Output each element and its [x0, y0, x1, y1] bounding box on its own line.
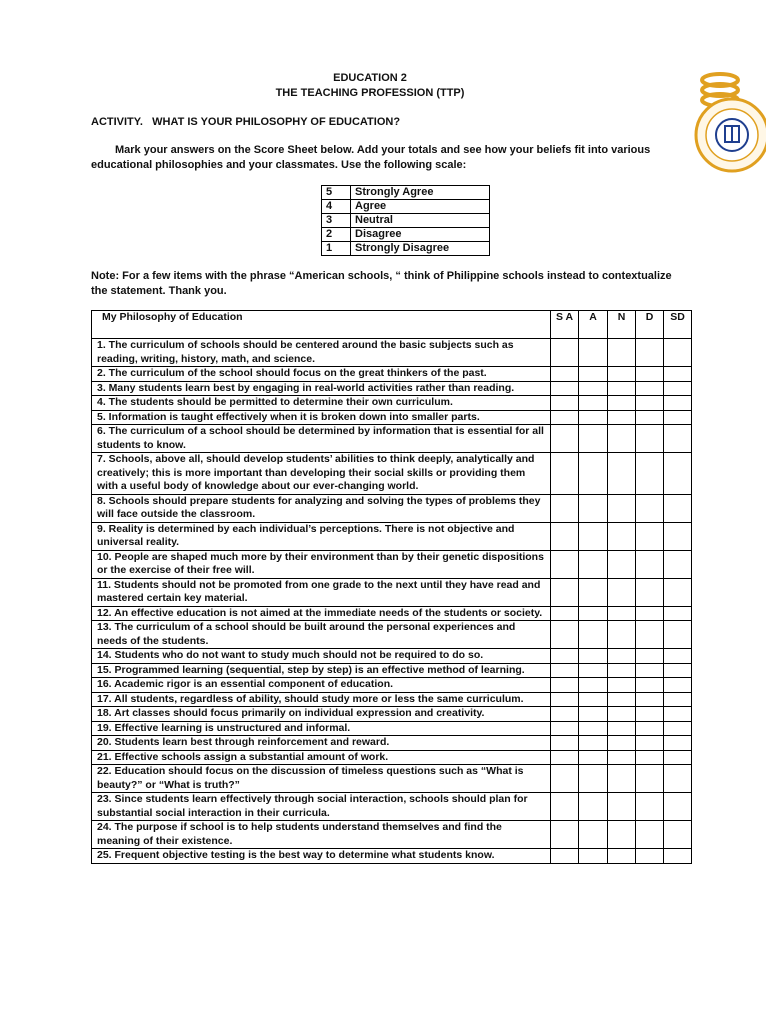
rating-cell[interactable] [579, 849, 608, 864]
scale-row [322, 242, 490, 256]
philosophy-score-sheet [91, 310, 692, 864]
column-header-rating: A [579, 311, 608, 339]
rating-cell[interactable] [608, 736, 636, 751]
statement-row [92, 606, 692, 621]
rating-cell[interactable] [579, 765, 608, 793]
statement-text: 17. All students, regardless of ability, should study more or less the same curriculum. [92, 692, 551, 707]
rating-cell[interactable] [608, 707, 636, 722]
scale-row [322, 200, 490, 214]
statement-row [92, 721, 692, 736]
statement-text: 14. Students who do not want to study much should not be required to do so. [92, 649, 551, 664]
scale-label: Disagree [351, 228, 490, 242]
scale-row [322, 214, 490, 228]
instructions [91, 143, 671, 172]
rating-cell[interactable] [636, 550, 664, 578]
rating-cell[interactable] [579, 736, 608, 751]
column-header-rating: S A [551, 311, 579, 339]
statement-row [92, 649, 692, 664]
rating-cell[interactable] [608, 381, 636, 396]
statement-row [92, 425, 692, 453]
rating-cell[interactable] [608, 721, 636, 736]
statement-row [92, 736, 692, 751]
statement-text: 3. Many students learn best by engaging in real-world activities rather than reading. [92, 381, 551, 396]
rating-cell[interactable] [664, 678, 692, 693]
rating-cell[interactable] [608, 339, 636, 367]
rating-cell[interactable] [636, 453, 664, 495]
rating-cell[interactable] [551, 707, 579, 722]
rating-cell[interactable] [608, 522, 636, 550]
rating-cell[interactable] [579, 621, 608, 649]
rating-cell[interactable] [579, 396, 608, 411]
rating-cell[interactable] [551, 849, 579, 864]
rating-cell[interactable] [579, 522, 608, 550]
rating-cell[interactable] [608, 793, 636, 821]
scale-number: 1 [322, 242, 351, 256]
rating-cell[interactable] [579, 649, 608, 664]
instructions-text: Mark your answers on the Score Sheet below. Add your totals and see how your beliefs fit into various educational philosophies and your classmates. Use the following scale: [91, 144, 651, 171]
rating-cell[interactable] [579, 494, 608, 522]
rating-cell[interactable] [636, 707, 664, 722]
rating-cell[interactable] [579, 425, 608, 453]
statement-row [92, 707, 692, 722]
rating-cell[interactable] [551, 606, 579, 621]
statement-row [92, 692, 692, 707]
rating-cell[interactable] [579, 606, 608, 621]
statement-text: 24. The purpose if school is to help students understand themselves and find the meaning of their existence. [92, 821, 551, 849]
statement-text: 4. The students should be permitted to determine their own curriculum. [92, 396, 551, 411]
statement-row [92, 410, 692, 425]
statement-text: 22. Education should focus on the discussion of timeless questions such as “What is beauty?” or “What is truth?” [92, 765, 551, 793]
rating-cell[interactable] [664, 649, 692, 664]
rating-cell[interactable] [608, 821, 636, 849]
rating-cell[interactable] [664, 578, 692, 606]
scale-number: 5 [322, 186, 351, 200]
rating-cell[interactable] [608, 494, 636, 522]
statement-text: 12. An effective education is not aimed at the immediate needs of the students or society. [92, 606, 551, 621]
rating-cell[interactable] [579, 339, 608, 367]
rating-cell[interactable] [579, 367, 608, 382]
rating-cell[interactable] [608, 678, 636, 693]
rating-cell[interactable] [664, 367, 692, 382]
rating-cell[interactable] [664, 793, 692, 821]
statement-text: 16. Academic rigor is an essential component of education. [92, 678, 551, 693]
column-header-rating: SD [664, 311, 692, 339]
rating-cell[interactable] [664, 381, 692, 396]
rating-cell[interactable] [579, 721, 608, 736]
rating-cell[interactable] [579, 550, 608, 578]
rating-cell[interactable] [551, 453, 579, 495]
statement-text: 19. Effective learning is unstructured and informal. [92, 721, 551, 736]
statement-text: 2. The curriculum of the school should focus on the great thinkers of the past. [92, 367, 551, 382]
statement-row [92, 453, 692, 495]
statement-text: 18. Art classes should focus primarily on individual expression and creativity. [92, 707, 551, 722]
statement-row [92, 678, 692, 693]
statement-row [92, 381, 692, 396]
statement-text: 7. Schools, above all, should develop students’ abilities to think deeply, analytically and creatively; this is more important than developing their social skills or providing them with a useful body of knowledge about our ever-changing world. [92, 453, 551, 495]
rating-cell[interactable] [636, 750, 664, 765]
rating-cell[interactable] [636, 736, 664, 751]
rating-cell[interactable] [579, 453, 608, 495]
rating-cell[interactable] [608, 367, 636, 382]
scale-number: 4 [322, 200, 351, 214]
rating-cell[interactable] [579, 707, 608, 722]
note: Note: For a few items with the phrase “American schools, “ think of Philippine schools instead to contextualize the statement. Thank you. [91, 270, 672, 297]
scale-label: Agree [351, 200, 490, 214]
rating-cell[interactable] [664, 339, 692, 367]
course-code: EDUCATION 2 [333, 72, 407, 84]
rating-cell[interactable] [579, 750, 608, 765]
rating-cell[interactable] [636, 649, 664, 664]
rating-cell[interactable] [664, 453, 692, 495]
statement-row [92, 550, 692, 578]
rating-cell[interactable] [579, 692, 608, 707]
rating-cell[interactable] [551, 721, 579, 736]
rating-cell[interactable] [664, 707, 692, 722]
rating-cell[interactable] [664, 494, 692, 522]
statement-text: 15. Programmed learning (sequential, step by step) is an effective method of learning. [92, 663, 551, 678]
scale-row [322, 186, 490, 200]
statement-text: 9. Reality is determined by each individual’s perceptions. There is not objective and universal reality. [92, 522, 551, 550]
statement-text: 10. People are shaped much more by their environment than by their genetic dispositions or the exercise of their free will. [92, 550, 551, 578]
rating-cell[interactable] [608, 578, 636, 606]
statement-text: 6. The curriculum of a school should be determined by information that is essential for all students to know. [92, 425, 551, 453]
rating-cell[interactable] [551, 765, 579, 793]
statement-row [92, 396, 692, 411]
rating-cell[interactable] [551, 494, 579, 522]
rating-cell[interactable] [664, 606, 692, 621]
rating-cell[interactable] [636, 765, 664, 793]
rating-scale-table [321, 185, 490, 256]
statement-row [92, 522, 692, 550]
statement-row [92, 339, 692, 367]
rating-cell[interactable] [551, 425, 579, 453]
rating-cell[interactable] [551, 522, 579, 550]
rating-cell[interactable] [551, 692, 579, 707]
rating-cell[interactable] [636, 849, 664, 864]
rating-cell[interactable] [636, 721, 664, 736]
statement-row [92, 367, 692, 382]
statement-text: 20. Students learn best through reinforcement and reward. [92, 736, 551, 751]
rating-cell[interactable] [551, 367, 579, 382]
rating-cell[interactable] [636, 692, 664, 707]
rating-cell[interactable] [636, 578, 664, 606]
scale-row [322, 228, 490, 242]
statement-row [92, 663, 692, 678]
rating-cell[interactable] [636, 663, 664, 678]
rating-cell[interactable] [664, 410, 692, 425]
rating-cell[interactable] [636, 793, 664, 821]
rating-cell[interactable] [636, 522, 664, 550]
rating-cell[interactable] [579, 663, 608, 678]
rating-cell[interactable] [551, 339, 579, 367]
statement-text: 13. The curriculum of a school should be built around the personal experiences and needs of the students. [92, 621, 551, 649]
rating-cell[interactable] [551, 663, 579, 678]
rating-cell[interactable] [608, 410, 636, 425]
rating-cell[interactable] [636, 821, 664, 849]
rating-cell[interactable] [579, 410, 608, 425]
rating-cell[interactable] [579, 381, 608, 396]
rating-cell[interactable] [664, 736, 692, 751]
rating-cell[interactable] [551, 793, 579, 821]
rating-cell[interactable] [608, 649, 636, 664]
statement-row [92, 765, 692, 793]
rating-cell[interactable] [664, 849, 692, 864]
college-of-education-seal [690, 70, 766, 180]
rating-cell[interactable] [608, 849, 636, 864]
statement-row [92, 821, 692, 849]
rating-cell[interactable] [551, 550, 579, 578]
rating-cell[interactable] [551, 578, 579, 606]
rating-cell[interactable] [551, 396, 579, 411]
statement-row [92, 849, 692, 864]
column-header-statement: My Philosophy of Education [92, 311, 551, 339]
rating-cell[interactable] [664, 692, 692, 707]
column-header-rating: D [636, 311, 664, 339]
rating-cell[interactable] [579, 793, 608, 821]
rating-cell[interactable] [551, 821, 579, 849]
rating-cell[interactable] [551, 649, 579, 664]
rating-cell[interactable] [636, 678, 664, 693]
scale-number: 3 [322, 214, 351, 228]
rating-cell[interactable] [608, 621, 636, 649]
statement-row [92, 621, 692, 649]
statement-text: 21. Effective schools assign a substantial amount of work. [92, 750, 551, 765]
statement-text: 5. Information is taught effectively when it is broken down into smaller parts. [92, 410, 551, 425]
rating-cell[interactable] [664, 425, 692, 453]
rating-cell[interactable] [608, 692, 636, 707]
rating-cell[interactable] [664, 550, 692, 578]
rating-cell[interactable] [636, 410, 664, 425]
rating-cell[interactable] [636, 396, 664, 411]
rating-cell[interactable] [636, 381, 664, 396]
statement-text: 23. Since students learn effectively through social interaction, schools should plan for substantial social interaction in their curricula. [92, 793, 551, 821]
rating-cell[interactable] [636, 606, 664, 621]
rating-cell[interactable] [608, 750, 636, 765]
rating-cell[interactable] [551, 381, 579, 396]
rating-cell[interactable] [579, 678, 608, 693]
statement-row [92, 793, 692, 821]
rating-cell[interactable] [636, 425, 664, 453]
scale-label: Strongly Disagree [351, 242, 490, 256]
rating-cell[interactable] [579, 578, 608, 606]
rating-cell[interactable] [664, 821, 692, 849]
scale-label: Strongly Agree [351, 186, 490, 200]
rating-cell[interactable] [551, 410, 579, 425]
scale-number: 2 [322, 228, 351, 242]
rating-cell[interactable] [551, 736, 579, 751]
rating-cell[interactable] [608, 396, 636, 411]
rating-cell[interactable] [664, 721, 692, 736]
statement-text: 11. Students should not be promoted from one grade to the next until they have read and mastered certain key material. [92, 578, 551, 606]
rating-cell[interactable] [551, 621, 579, 649]
rating-cell[interactable] [636, 367, 664, 382]
rating-cell[interactable] [551, 750, 579, 765]
rating-cell[interactable] [608, 663, 636, 678]
rating-cell[interactable] [636, 621, 664, 649]
column-header-rating: N [608, 311, 636, 339]
rating-cell[interactable] [579, 821, 608, 849]
statement-row [92, 750, 692, 765]
rating-cell[interactable] [551, 678, 579, 693]
statement-text: 25. Frequent objective testing is the best way to determine what students know. [92, 849, 551, 864]
rating-cell[interactable] [664, 621, 692, 649]
statement-row [92, 494, 692, 522]
rating-cell[interactable] [608, 606, 636, 621]
scale-label: Neutral [351, 214, 490, 228]
rating-cell[interactable] [608, 550, 636, 578]
rating-cell[interactable] [664, 522, 692, 550]
rating-cell[interactable] [608, 425, 636, 453]
activity-heading: ACTIVITY. WHAT IS YOUR PHILOSOPHY OF EDUCATION? [91, 116, 401, 128]
rating-cell[interactable] [664, 663, 692, 678]
rating-cell[interactable] [608, 765, 636, 793]
course-title: THE TEACHING PROFESSION (TTP) [275, 87, 465, 99]
statement-row [92, 578, 692, 606]
rating-cell[interactable] [664, 765, 692, 793]
statement-text: 1. The curriculum of schools should be centered around the basic subjects such as reading, writing, history, math, and science. [92, 339, 551, 367]
statement-text: 8. Schools should prepare students for analyzing and solving the types of problems they will face outside the classroom. [92, 494, 551, 522]
rating-cell[interactable] [636, 339, 664, 367]
rating-cell[interactable] [636, 494, 664, 522]
rating-cell[interactable] [608, 453, 636, 495]
rating-cell[interactable] [664, 750, 692, 765]
rating-cell[interactable] [664, 396, 692, 411]
